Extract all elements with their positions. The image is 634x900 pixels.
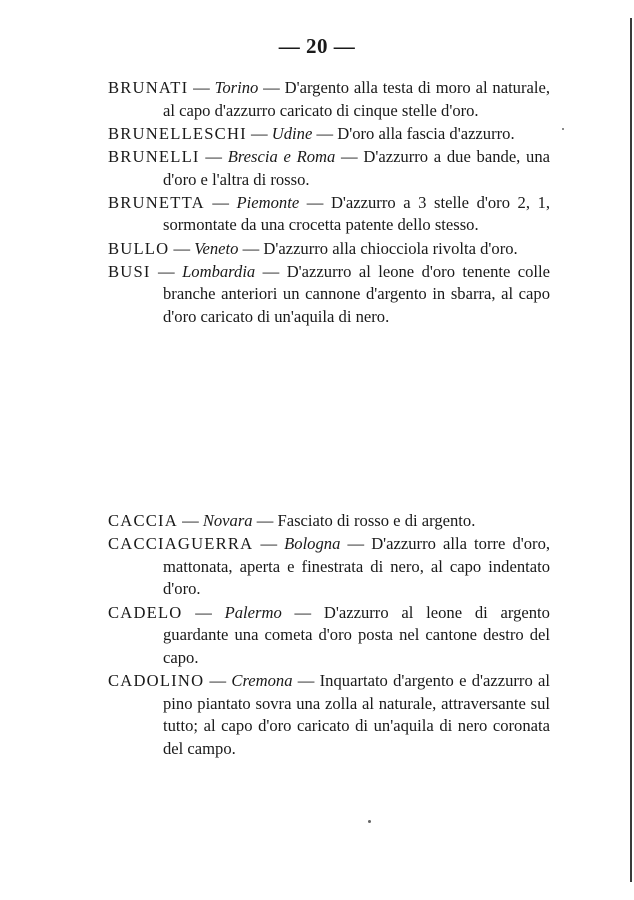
heraldry-entry [108, 670, 550, 760]
separator: — [260, 534, 278, 554]
place-name: Palermo [224, 602, 282, 622]
family-name: BRUNETTA [108, 192, 205, 212]
heraldry-entry [108, 192, 550, 237]
separator: — [294, 602, 312, 622]
entries-section-c [108, 510, 550, 760]
print-speck [562, 128, 564, 130]
family-name: CACCIAGUERRA [108, 534, 254, 554]
place-name: Udine [271, 123, 313, 143]
place-name: Torino [214, 78, 259, 97]
separator: — [262, 261, 280, 281]
blazon-description: Fasciato di rosso e di argento. [277, 511, 476, 530]
heraldry-entry [108, 146, 550, 191]
separator: — [212, 192, 229, 212]
separator: — [158, 261, 175, 281]
place-name: Lombardia [182, 261, 256, 281]
blazon-description: D'azzurro a due bande, una d'oro e l'altra di rosso. [163, 146, 551, 189]
heraldry-entry [108, 261, 550, 329]
heraldry-entry [108, 602, 550, 670]
separator: — [297, 670, 315, 690]
family-name: CACCIA [108, 511, 178, 530]
family-name: CADOLINO [108, 670, 205, 690]
family-name: CADELO [108, 602, 183, 622]
family-name: BUSI [108, 261, 151, 281]
blazon-description: D'azzurro al leone d'oro tenente colle branche anteriori un cannone d'argento in sbarra, al capo d'oro caricato di un'aquila di nero. [163, 261, 551, 326]
separator: — [173, 238, 191, 258]
print-speck [368, 820, 371, 823]
place-name: Piemonte [236, 192, 300, 212]
heraldry-entry [108, 238, 550, 261]
family-name: BRUNELLESCHI [108, 123, 247, 143]
blazon-description: D'azzurro alla chiocciola rivolta d'oro. [263, 238, 518, 258]
blazon-description: Inquartato d'argento e d'azzurro al pino piantato sovra una zolla al naturale, attraversante sul tutto; al capo d'oro caricato di un'aquila di nero coronata del campo. [163, 670, 550, 758]
separator: — [263, 78, 280, 97]
separator: — [209, 670, 227, 690]
separator: — [193, 78, 210, 97]
separator: — [182, 511, 199, 530]
heraldry-entry [108, 77, 550, 122]
place-name: Novara [202, 511, 253, 530]
family-name: BRUNATI [108, 78, 189, 97]
separator: — [205, 146, 222, 166]
separator: — [306, 192, 324, 212]
family-name: BRUNELLI [108, 146, 200, 166]
separator: — [242, 238, 260, 258]
blazon-description: D'argento alla testa di moro al naturale, al capo d'azzurro caricato di cinque stelle d'oro. [163, 78, 550, 120]
blazon-description: D'azzurro al leone di argento guardante una cometa d'oro posta nel cantone destro del capo. [163, 602, 550, 667]
heraldry-entry [108, 533, 550, 601]
page-edge-line [630, 18, 632, 882]
heraldry-entry [108, 123, 550, 146]
separator: — [341, 146, 358, 166]
separator: — [316, 123, 334, 143]
heraldry-entry [108, 510, 550, 533]
place-name: Bologna [284, 534, 341, 554]
page-number: — 20 — [278, 34, 356, 58]
entries-section-b [108, 77, 550, 329]
separator: — [251, 123, 268, 143]
blazon-description: D'azzurro a 3 stelle d'oro 2, 1, sormontate da una crocetta patente dello stesso. [163, 192, 551, 235]
place-name: Cremona [231, 670, 293, 690]
place-name: Brescia e Roma [227, 146, 336, 166]
separator: — [256, 511, 274, 530]
place-name: Veneto [194, 238, 239, 258]
family-name: BULLO [108, 238, 170, 258]
separator: — [347, 534, 365, 554]
separator: — [195, 602, 212, 622]
blazon-description: D'azzurro alla torre d'oro, mattonata, aperta e finestrata di nero, al capo indentato d'oro. [163, 534, 551, 599]
blazon-description: D'oro alla fascia d'azzurro. [337, 123, 515, 143]
